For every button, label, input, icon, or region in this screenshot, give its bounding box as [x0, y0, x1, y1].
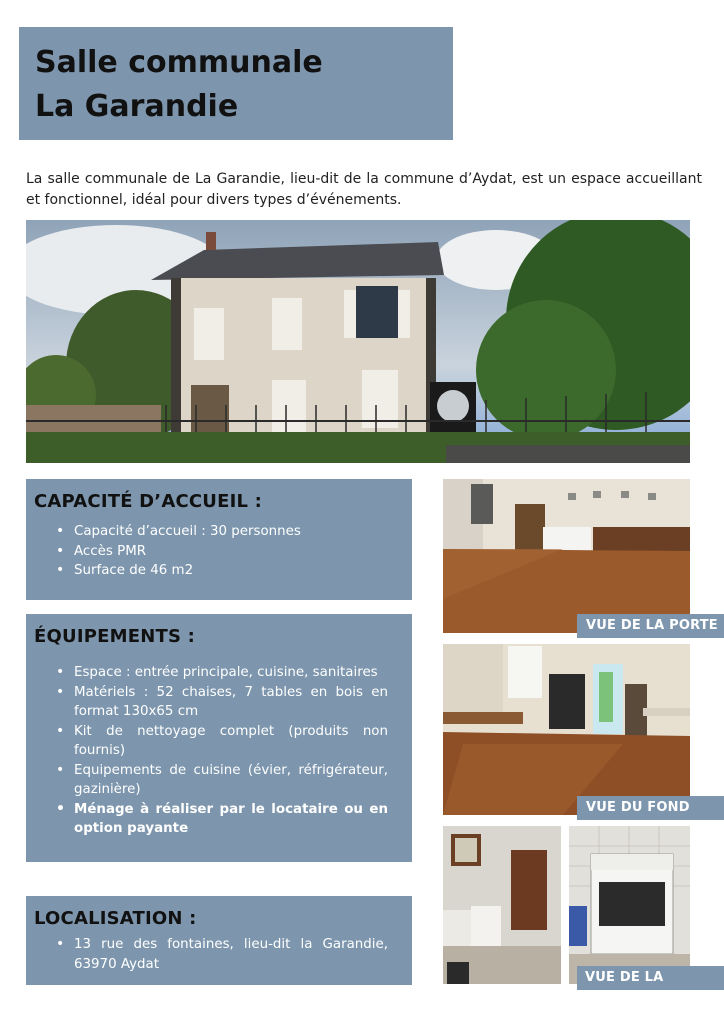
list-item: • 13 rue des fontaines, lieu-dit la Garandie, 63970 Aydat: [34, 935, 404, 974]
capacity-panel: [26, 479, 412, 600]
title-line-2: La Garandie: [35, 89, 239, 124]
location-panel: [26, 896, 412, 985]
kitchen-cooker-photo: [569, 826, 690, 984]
title-box: [19, 27, 453, 140]
equipment-heading: ÉQUIPEMENTS :: [34, 626, 195, 647]
caption-kitchen-view: VUE DE LA CUISINE: [577, 966, 724, 990]
list-item: • Espace : entrée principale, cuisine, sanitaires: [34, 663, 404, 683]
equipment-list: [34, 663, 404, 839]
capacity-heading: CAPACITÉ D’ACCUEIL :: [34, 491, 263, 512]
intro-paragraph: La salle communale de La Garandie, lieu-dit de la commune d’Aydat, est un espace accueillant et fonctionnel, idéal pour divers types d’événements.: [26, 171, 702, 208]
list-item: • Matériels : 52 chaises, 7 tables en bois en format 130x65 cm: [34, 683, 404, 722]
list-item: • Kit de nettoyage complet (produits non fournis): [34, 722, 404, 761]
list-item: • Equipements de cuisine (évier, réfrigérateur, gazinière): [34, 761, 404, 800]
building-photo: [26, 220, 690, 463]
door-view-photo: [443, 479, 690, 633]
location-list: [34, 935, 404, 974]
location-heading: LOCALISATION :: [34, 908, 197, 929]
list-item: • Capacité d’accueil : 30 personnes: [34, 522, 404, 542]
list-item: • Accès PMR: [34, 542, 404, 562]
caption-door-view: VUE DE LA PORTE: [577, 614, 724, 638]
equipment-panel: [26, 614, 412, 862]
back-view-photo: [443, 644, 690, 815]
title-line-1: Salle communale: [35, 45, 323, 80]
capacity-list: [34, 522, 404, 581]
list-item: • Ménage à réaliser par le locataire ou en option payante: [34, 800, 404, 839]
list-item: • Surface de 46 m2: [34, 561, 404, 581]
caption-back-view: VUE DU FOND: [577, 796, 724, 820]
kitchen-sink-photo: [443, 826, 561, 984]
